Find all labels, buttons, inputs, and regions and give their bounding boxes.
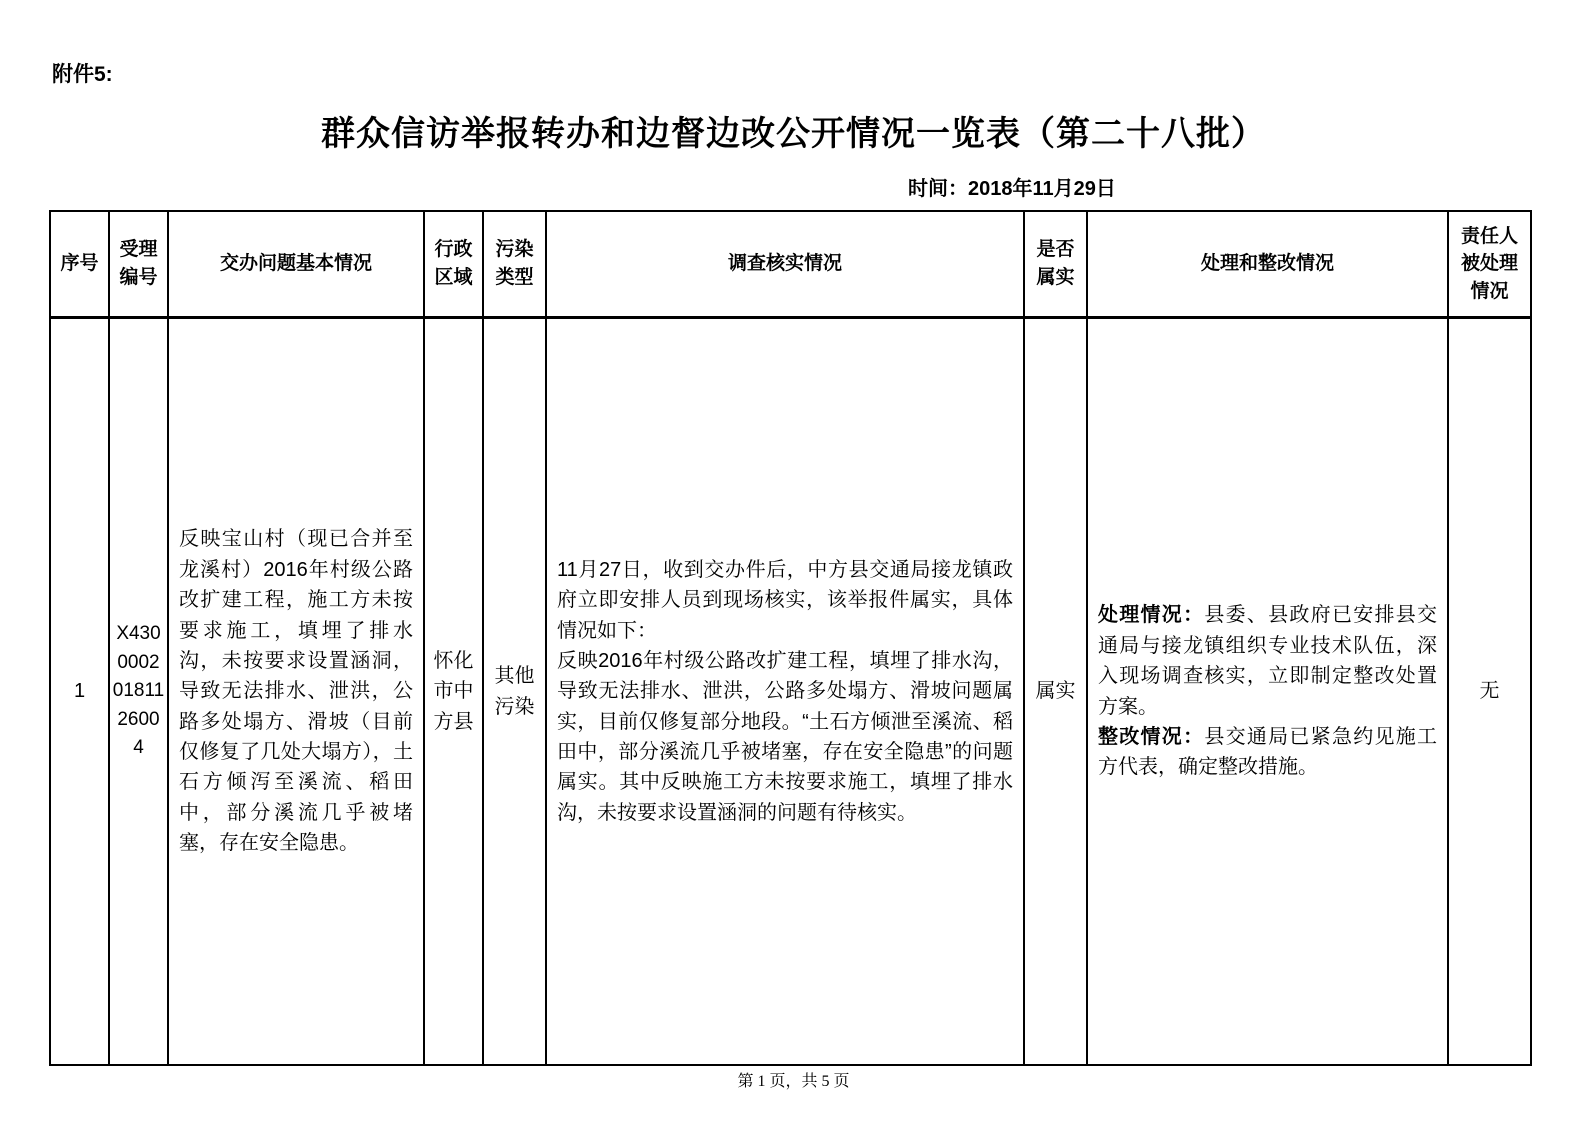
col-header-problem: 交办问题基本情况 — [168, 211, 424, 318]
page-title: 群众信访举报转办和边督边改公开情况一览表（第二十八批） — [321, 115, 1266, 153]
col-header-region: 行政区域 — [424, 211, 483, 318]
table-row — [50, 318, 1531, 1066]
receipt-number: X43000020181126004 — [112, 623, 165, 759]
investigation-paragraph-2: 反映2016年村级公路改扩建工程，填埋了排水沟，导致无法排水、泄洪，公路多处塌方、滑坡问题属实，目前仅修复部分地段。“土石方倾泄至溪流、稻田中，部分溪流几乎被堵塞，存在安全隐患”的问题属实。其中反映施工方未按要求施工，填埋了排水沟，未按要求设置涵洞的问题有待核实。 — [557, 649, 1013, 824]
cell-responsible: 无 — [1448, 318, 1531, 1066]
handling-section — [1098, 600, 1437, 722]
cell-investigation — [546, 318, 1024, 1066]
cell-seq: 1 — [50, 318, 109, 1066]
rectification-text: 县交通局已紧急约见施工方代表，确定整改措施。 — [1098, 725, 1438, 779]
col-header-handling: 处理和整改情况 — [1087, 211, 1448, 318]
col-header-investigation: 调查核实情况 — [546, 211, 1024, 318]
handling-text: 县委、县政府已安排县交通局与接龙镇组织专业技术队伍，深入现场调查核实，立即制定整改处置方案。 — [1098, 604, 1438, 718]
handling-label: 处理情况： — [1098, 604, 1205, 627]
cell-pollution-type: 其他污染 — [483, 318, 546, 1066]
cell-verified: 属实 — [1024, 318, 1087, 1066]
col-header-seq: 序号 — [50, 211, 109, 318]
cell-handling — [1087, 318, 1448, 1066]
report-table — [49, 210, 1532, 1066]
rectification-label: 整改情况： — [1098, 725, 1205, 748]
col-header-pollution-type: 污染类型 — [483, 211, 546, 318]
cell-problem: 反映宝山村（现已合并至龙溪村）2016年村级公路改扩建工程，施工方未按要求施工，填埋了排水沟，未按要求设置涵洞，导致无法排水、泄洪，公路多处塌方、滑坡（目前仅修复了几处大塌方），土石方倾泻至溪流、稻田中，部分溪流几乎被堵塞，存在安全隐患。 — [168, 318, 424, 1066]
col-header-verified: 是否属实 — [1024, 211, 1087, 318]
cell-receipt-no — [109, 318, 168, 1066]
investigation-paragraph-1: 11月27日，收到交办件后，中方县交通局接龙镇政府立即安排人员到现场核实，该举报件属实，具体情况如下： — [557, 558, 1013, 642]
cell-region: 怀化市中方县 — [424, 318, 483, 1066]
date-line: 时间：2018年11月29日 — [908, 178, 1116, 200]
table-header-row — [50, 211, 1531, 318]
attachment-label: 附件5: — [52, 63, 113, 86]
col-header-responsible: 责任人被处理情况 — [1448, 211, 1531, 318]
rectification-section — [1098, 722, 1437, 783]
page-footer: 第 1 页，共 5 页 — [737, 1073, 850, 1090]
col-header-receipt-no: 受理编号 — [109, 211, 168, 318]
